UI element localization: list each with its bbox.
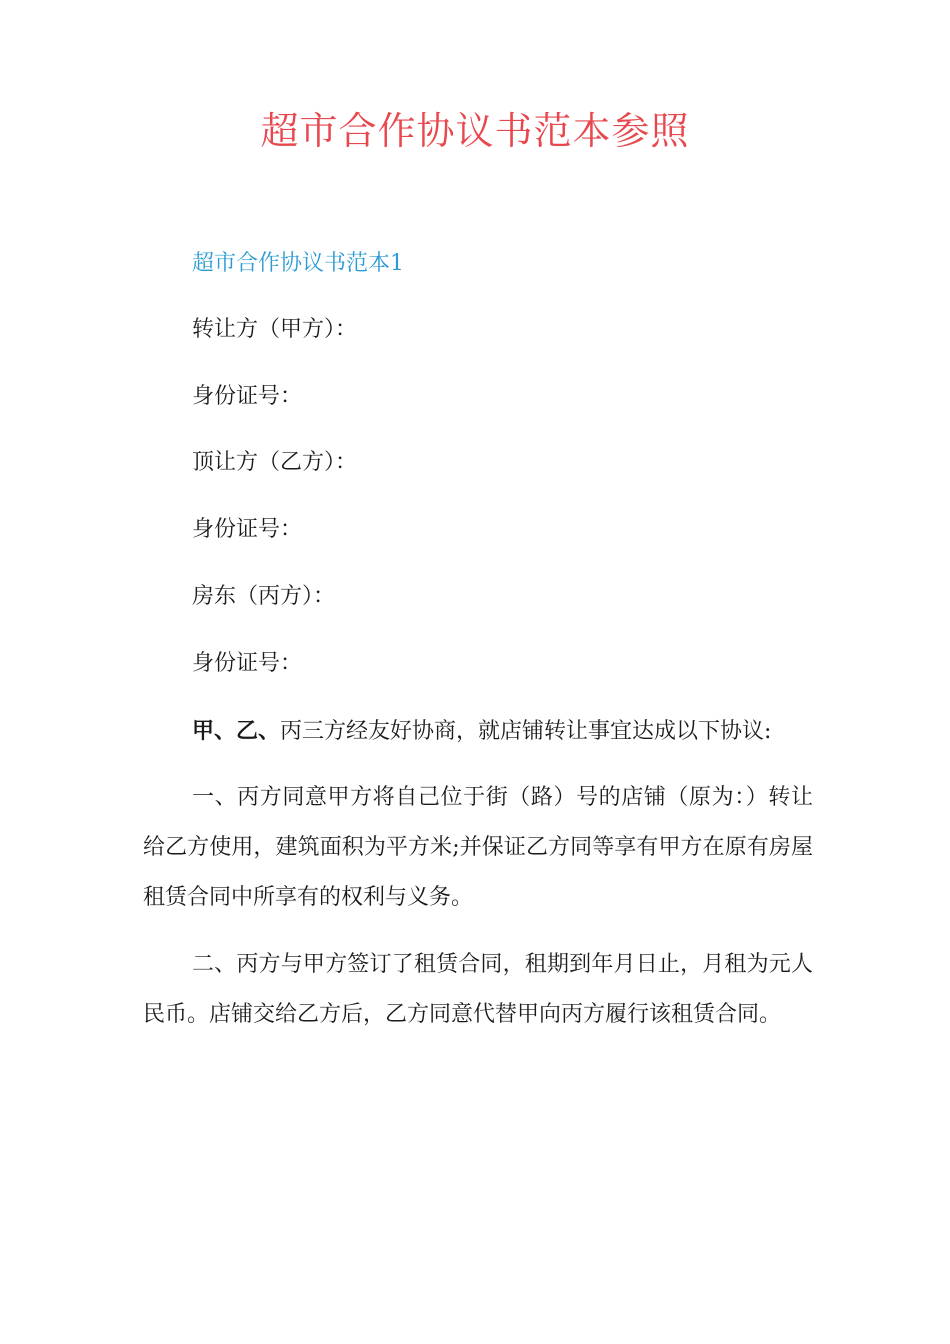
- clause-1: 一、丙方同意甲方将自己位于街（路）号的店铺（原为：）转让给乙方使用，建筑面积为平方米;并保证乙方同等享有甲方在原有房屋租赁合同中所享有的权利与义务。: [143, 785, 813, 910]
- field-id-number-transferor: 身份证号：: [192, 384, 303, 409]
- field-id-number-landlord: 身份证号：: [192, 651, 303, 676]
- field-id-number-transferee: 身份证号：: [192, 517, 303, 542]
- field-transferee: 顶让方（乙方）：: [192, 450, 358, 475]
- document-title: 超市合作协议书范本参照: [260, 109, 690, 153]
- intro-rest: 丙三方经友好协商，就店铺转让事宜达成以下协议:: [280, 719, 772, 744]
- clause-2: 二、丙方与甲方签订了租赁合同，租期到年月日止，月租为元人民币。店铺交给乙方后，乙方同意代替甲向丙方履行该租赁合同。: [143, 952, 813, 1027]
- intro-paragraph: [192, 715, 771, 748]
- field-landlord: 房东（丙方）：: [192, 584, 336, 609]
- field-transferor: 转让方（甲方）：: [192, 317, 358, 342]
- intro-lead: 甲、乙、: [192, 718, 281, 744]
- section-heading: 超市合作协议书范本1: [192, 251, 404, 276]
